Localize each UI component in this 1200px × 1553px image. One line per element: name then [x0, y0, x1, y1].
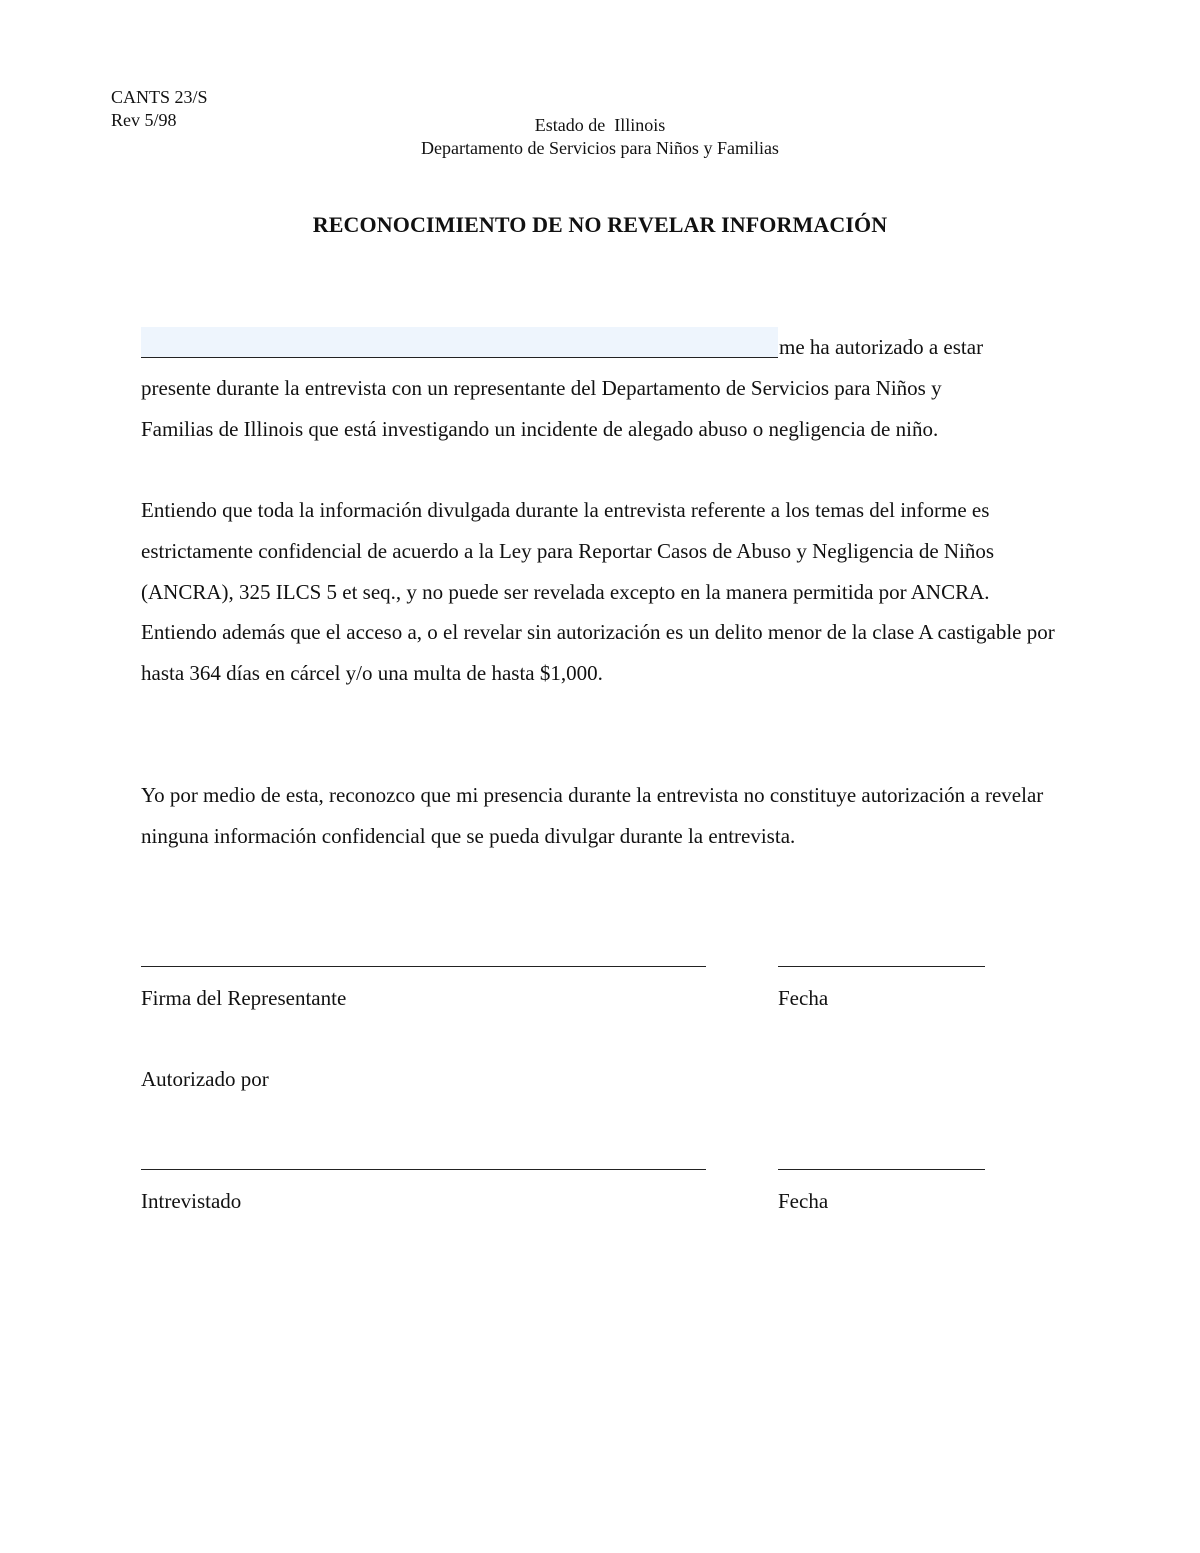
agency-header — [0, 114, 1200, 160]
representative-signature-label: Firma del Representante — [141, 986, 347, 1010]
interviewee-date-line[interactable] — [778, 1169, 985, 1170]
acknowledgment-paragraph: Yo por medio de esta, reconozco que mi presencia durante la entrevista no constituye autorización a revelar ninguna información confidencial que se pueda divulgar durante la entrevista. — [141, 783, 1044, 848]
interviewee-label: Intrevistado — [141, 1189, 242, 1213]
confidentiality-paragraph: Entiendo que toda la información divulgada durante la entrevista referente a los temas del informe es estrictamente confidencial de acuerdo a la Ley para Reportar Casos de Abuso y Negligencia de Niños (ANCRA), 325 ILCS 5 et seq., y no puede ser revelada excepto en la manera permitida por ANCRA. Entiendo además que el acceso a, o el revelar sin autorización es un delito menor de la clase A castigable por hasta 364 días en cárcel y/o una multa de hasta $1,000. — [141, 498, 1060, 686]
authorizer-name-field[interactable] — [141, 327, 778, 358]
interviewee-date-label: Fecha — [778, 1189, 829, 1213]
representative-date-line[interactable] — [778, 966, 985, 967]
representative-signature-line[interactable] — [141, 966, 706, 967]
interviewee-signature-line[interactable] — [141, 1169, 706, 1170]
department-name: Departamento de Servicios para Niños y Familias — [421, 138, 779, 158]
form-revision: Rev 5/98 — [111, 110, 177, 130]
state-name: Estado de Illinois — [534, 115, 666, 135]
authorized-by-label: Autorizado por — [141, 1067, 269, 1091]
authorization-paragraph — [141, 368, 1071, 450]
document-title: RECONOCIMIENTO DE NO REVELAR INFORMACIÓN — [312, 212, 888, 237]
authorization-continuation-1: presente durante la entrevista con un representante del Departamento de Servicios para Niños y — [141, 376, 942, 400]
form-number: CANTS 23/S — [111, 87, 208, 107]
representative-date-label: Fecha — [778, 986, 829, 1010]
authorization-line — [141, 327, 1061, 361]
authorization-text: me ha autorizado a estar — [779, 335, 984, 359]
authorization-continuation-2: Familias de Illinois que está investigando un incidente de alegado abuso o negligencia de niño. — [141, 416, 939, 441]
